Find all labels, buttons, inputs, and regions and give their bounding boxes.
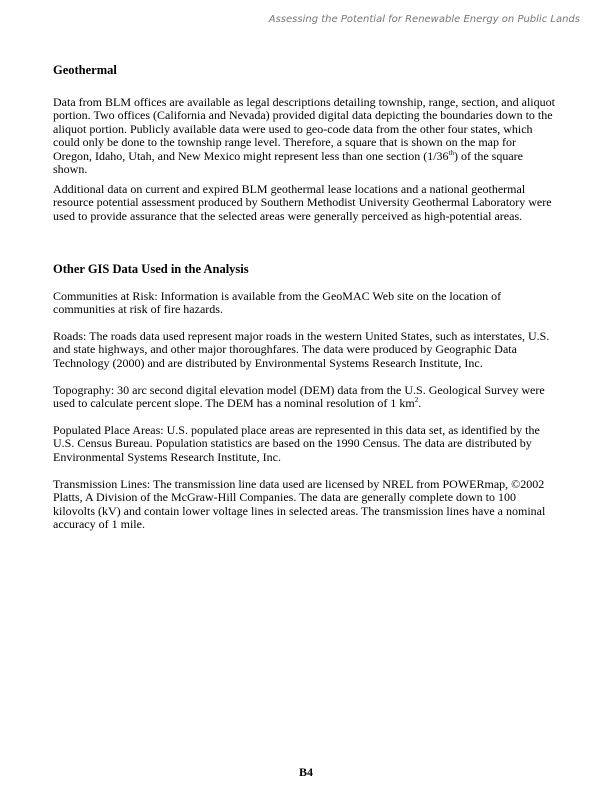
text-line: accuracy of 1 mile. bbox=[53, 517, 145, 532]
text-line: Technology (2000) and are distributed by Environmental Systems Research Institute, Inc. bbox=[53, 355, 483, 370]
text-line: Additional data on current and expired BLM geothermal lease locations and a national geothermal bbox=[53, 182, 526, 196]
text-line: portion. Two offices (California and Nevada) provided digital data depicting the boundaries down to the bbox=[53, 108, 553, 123]
paragraph-transmission-lines bbox=[53, 478, 545, 532]
text-line: Populated Place Areas: U.S. populated place areas are represented in this data set, as identified by the bbox=[53, 423, 540, 437]
text-line: Roads: The roads data used represent major roads in the western United States, such as interstates, U.S. bbox=[53, 329, 550, 343]
text-line: Platts, A Division of the McGraw-Hill Companies. The data are generally complete down to 100 bbox=[53, 490, 517, 505]
superscript: th bbox=[448, 148, 455, 157]
paragraph-topography bbox=[53, 384, 545, 411]
text-line: used to provide assurance that the selected areas were generally perceived as high-potential areas. bbox=[53, 208, 523, 223]
text-line: could only be done to the township range level. Therefore, a square that is shown on the map for bbox=[53, 135, 516, 150]
superscript: 2 bbox=[414, 396, 419, 405]
text-line bbox=[53, 397, 545, 410]
text-line: kilovolts (kV) and contain lower voltage lines in selected areas. The transmission lines have a nominal bbox=[53, 503, 546, 518]
text-line bbox=[53, 150, 555, 163]
section-heading-other-gis: Other GIS Data Used in the Analysis bbox=[53, 262, 249, 276]
text: used to calculate percent slope. The DEM has a nominal resolution of 1 km bbox=[53, 396, 415, 411]
text-line: Communities at Risk: Information is available from the GeoMAC Web site on the location of bbox=[53, 289, 502, 303]
text-line: Environmental Systems Research Institute, Inc. bbox=[53, 449, 281, 464]
text-line: resource potential assessment produced by Southern Methodist University Geothermal Laboratory were bbox=[53, 195, 552, 210]
paragraph-populated-places bbox=[53, 424, 540, 464]
text-line: Data from BLM offices are available as legal descriptions detailing township, range, section, and aliquot bbox=[53, 95, 555, 109]
paragraph-geothermal-2 bbox=[53, 183, 552, 223]
text-line: and state highways, and other major thoroughfares. The data were produced by Geographic Data bbox=[53, 342, 517, 357]
paragraph-geothermal-1 bbox=[53, 96, 555, 176]
text-line: aliquot portion. Publicly available data were used to geo-code data from the other four states, which bbox=[53, 121, 533, 136]
section-heading-geothermal: Geothermal bbox=[53, 63, 117, 77]
page-number: B4 bbox=[298, 765, 313, 779]
text-line: Transmission Lines: The transmission line data used are licensed by NREL from POWERmap, ©2002 bbox=[53, 477, 545, 491]
text: . bbox=[418, 396, 422, 411]
text-line: communities at risk of fire hazards. bbox=[53, 302, 223, 317]
text-line: shown. bbox=[53, 161, 88, 176]
running-header: Assessing the Potential for Renewable Energy on Public Lands bbox=[268, 14, 580, 25]
text-line: U.S. Census Bureau. Population statistics are based on the 1990 Census. The data are distributed by bbox=[53, 436, 532, 451]
paragraph-communities bbox=[53, 290, 501, 317]
paragraph-roads bbox=[53, 330, 549, 370]
text: Oregon, Idaho, Utah, and New Mexico might represent less than one section (1/36 bbox=[53, 148, 449, 163]
text-line: Topography: 30 arc second digital elevation model (DEM) data from the U.S. Geological Survey were bbox=[53, 383, 545, 397]
text: ) of the square bbox=[454, 148, 523, 163]
